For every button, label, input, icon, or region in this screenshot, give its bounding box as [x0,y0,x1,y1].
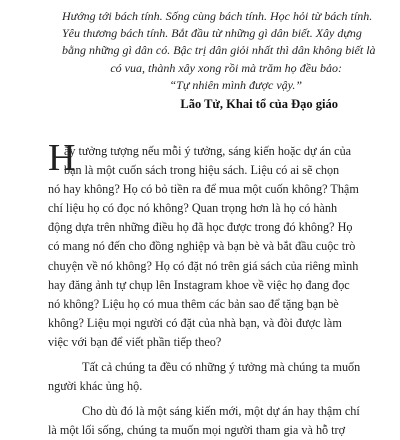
epigraph-attribution: Lão Tử, Khai tổ của Đạo giáo [180,97,338,111]
body-line: bạn là một cuốn sách trong hiệu sách. Liệu có ai sẽ chọn [64,163,340,178]
body-line: người khác ủng hộ. [48,379,143,394]
body-line: nó không? Liệu họ có mua thêm các bản sao để tặng bạn bè [48,296,339,311]
body-line: động dựa trên những điều họ đã học được trong đó không? Họ [48,220,353,235]
body-line: ãy tưởng tượng nếu mỗi ý tưởng, sáng kiến hoặc dự án của [64,144,352,158]
body-line: hay đăng ảnh tự chụp lên Instagram khoe về việc họ đang đọc [48,277,350,292]
drop-cap: H [48,137,76,179]
body-line: Cho dù đó là một sáng kiến mới, một dự án hay thậm chí [82,404,360,419]
body-line: không? Liệu mọi người có đặt của nhà bạn, và đòi được làm [48,315,342,330]
epigraph-line: bằng những gì dân có. Bậc trị dân giỏi nhất thì dân không biết là [62,43,376,58]
body-line: việc với bạn để viết phần tiếp theo? [48,334,222,349]
body-line: là một lối sống, chúng ta muốn mọi người tham gia và hỗ trợ [48,423,346,438]
epigraph-quote [62,8,376,94]
body-line: nó hay không? Họ có bỏ tiền ra để mua một cuốn không? Thậm [48,182,359,197]
body-line: Tất cả chúng ta đều có những ý tưởng mà chúng ta muốn [82,360,361,375]
body-text [48,142,360,440]
epigraph-line: Yêu thương bách tính. Bắt đầu từ những gì dân biết. Xây dựng [62,26,362,41]
body-line: có mang nó đến cho đồng nghiệp và bạn bè và bắt đầu cuộc trò [48,239,356,254]
epigraph-line: Hướng tới bách tính. Sống cùng bách tính. Học hỏi từ bách tính. [62,9,373,23]
body-line: chuyện về nó không? Họ có đặt nó trên giá sách của riêng mình [48,258,359,273]
body-line: chí liệu họ có đọc nó không? Quan trọng hơn là họ có hành [48,201,338,216]
epigraph-line: có vua, thành xây xong rồi mà trăm họ đều bảo: [110,60,342,75]
epigraph-line: “Tự nhiên mình được vậy.” [169,77,302,92]
